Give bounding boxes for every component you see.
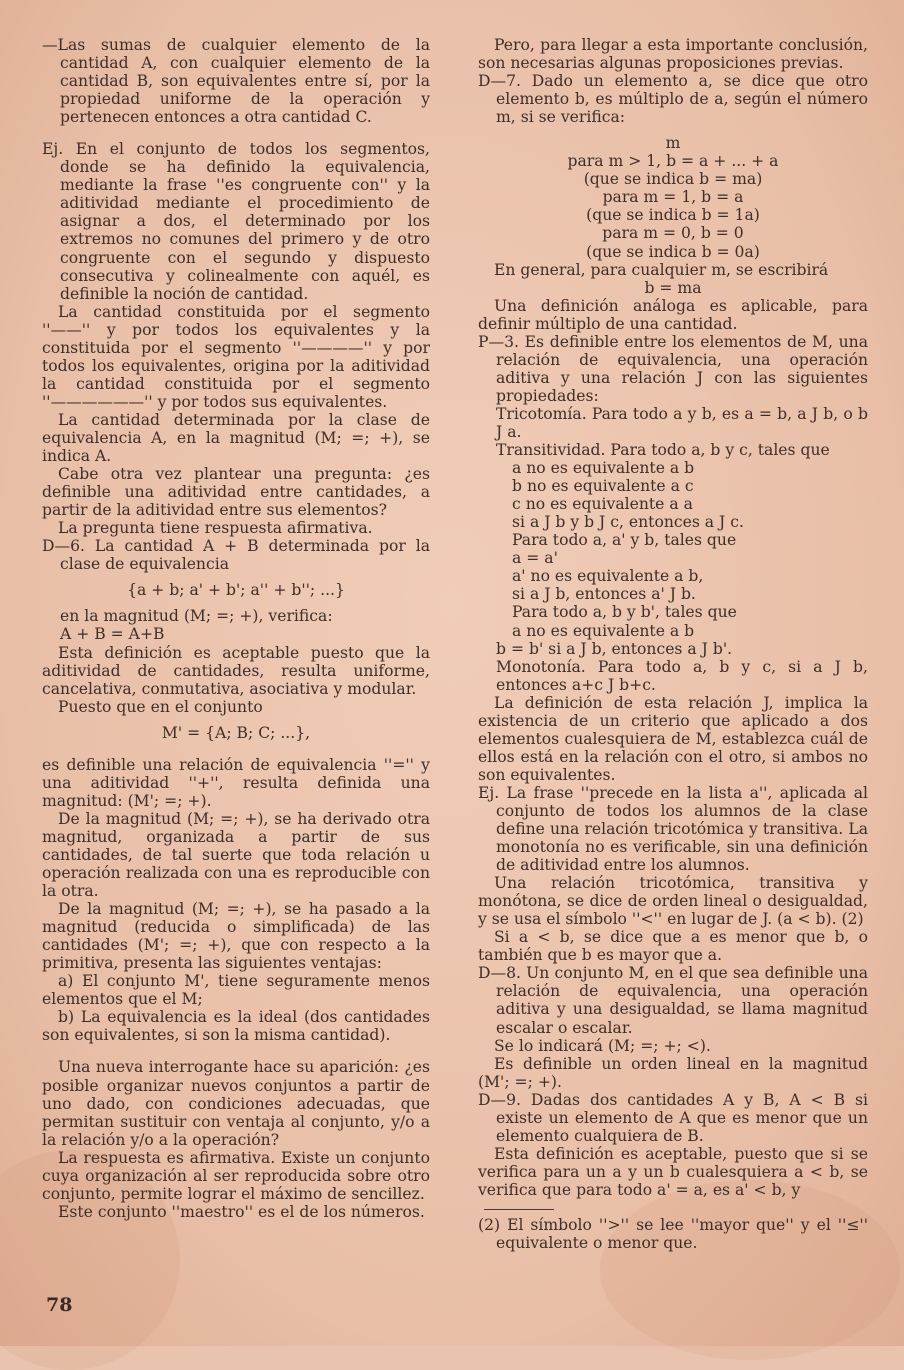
footnote-rule — [484, 1209, 554, 1210]
formula-line: para m > 1, b = a + ... + a — [567, 152, 779, 171]
paragraph: en la magnitud (M; =; +), verifica: — [60, 607, 333, 626]
formula-line: (que se indica b = 0a) — [586, 242, 760, 261]
paragraph: c no es equivalente a a — [512, 495, 693, 514]
paragraph: a no es equivalente a b — [512, 459, 695, 478]
paragraph: Puesto que en el conjunto — [58, 697, 263, 716]
spacer — [42, 716, 430, 724]
paragraph: D—8. Un conjunto M, en el que sea definible una relación de equivalencia, una operación aditiva y una desigualdad, se llama magnitud escalar o escalar. — [478, 964, 868, 1037]
paragraph: La definición de esta relación J, implica la existencia de un criterio que aplicado a dos elementos cualesquiera de M, establezca cuál de ellos está en la relación con el otro, si ambos no son equivalentes. — [478, 693, 868, 784]
paragraph: Si a < b, se dice que a es menor que b, o también que b es mayor que a. — [478, 928, 868, 965]
paragraph: Una nueva interrogante hace su aparición: ¿es posible organizar nuevos conjuntos a partir de uno dado, con condiciones adecuadas, que permitan sustituir con ventaja al conjunto, y/o a la relación y/o a la operación? — [42, 1058, 430, 1149]
paragraph: De la magnitud (M; =; +), se ha pasado a la magnitud (reducida o simplificada) de las cantidades (M'; =; +), que con respecto a la primitiva, presenta las siguientes ventajas: — [42, 900, 430, 973]
paragraph: es definible una relación de equivalencia ''='' y una aditividad ''+'', resulta definida una magnitud: (M'; =; +). — [42, 755, 430, 810]
paragraph: b no es equivalente a c — [512, 477, 694, 496]
page-number: 78 — [46, 1294, 73, 1316]
right-column — [478, 36, 868, 1252]
paragraph: De la magnitud (M; =; +), se ha derivado otra magnitud, organizada a partir de sus cantidades, de tal suerte que toda relación u operación realizada con una es reproducible con la otra. — [42, 809, 430, 901]
formula-line: (que se indica b = ma) — [583, 170, 763, 189]
paragraph: b) La equivalencia es la ideal (dos cantidades son equivalentes, si son la misma cantidad). — [42, 1008, 430, 1045]
spacer — [42, 126, 430, 140]
formula-line: M' = {A; B; C; ...}, — [161, 723, 311, 742]
paragraph: La cantidad determinada por la clase de equivalencia A, en la magnitud (M; =; +), se indica A. — [42, 410, 430, 466]
paragraph: D—9. Dadas dos cantidades A y B, A < B si existe un elemento de A que es menor que un elemento cualquiera de B. — [478, 1090, 868, 1145]
paragraph: Es definible un orden lineal en la magnitud (M'; =; +). — [478, 1054, 868, 1091]
paragraph: Para todo a, b y b', tales que — [512, 603, 737, 622]
footnote: (2) El símbolo ''>'' se lee ''mayor que'' y el ''≤'' equivalente o menor que. — [478, 1216, 868, 1253]
paragraph: En general, para cualquier m, se escribirá — [494, 260, 829, 279]
paragraph: Monotonía. Para todo a, b y c, si a J b, entonces a+c J b+c. — [496, 657, 868, 694]
paragraph: b = b' si a J b, entonces a J b'. — [496, 639, 733, 658]
formula-line: para m = 1, b = a — [602, 188, 744, 207]
paragraph: La pregunta tiene respuesta afirmativa. — [58, 519, 373, 538]
spacer — [42, 599, 430, 607]
paragraph: Cabe otra vez plantear una pregunta: ¿es definible una aditividad entre cantidades, a partir de la aditividad entre sus elementos? — [42, 465, 430, 520]
paragraph: Esta definición es aceptable puesto que la aditividad de cantidades, resulta uniforme, cancelativa, conmutativa, asociativa y modular. — [42, 643, 430, 698]
paragraph: Pero, para llegar a esta importante conclusión, son necesarias algunas proposiciones previas. — [478, 36, 868, 73]
paragraph: Tricotomía. Para todo a y b, es a = b, a J b, o b J a. — [496, 404, 868, 441]
paragraph: a no es equivalente a b — [512, 621, 695, 640]
paragraph: a = a' — [512, 549, 558, 568]
paragraph: Se lo indicará (M; =; +; <). — [494, 1036, 711, 1055]
spacer — [42, 1044, 430, 1058]
paragraph: a) El conjunto M', tiene seguramente menos elementos que el M; — [42, 972, 430, 1009]
paragraph: D—6. La cantidad A + B determinada por la clase de equivalencia — [42, 537, 430, 574]
spacer — [478, 126, 868, 134]
left-column — [42, 36, 430, 1221]
paragraph: Transitividad. Para todo a, b y c, tales que — [496, 441, 830, 460]
spacer — [42, 742, 430, 756]
formula-line: b = ma — [644, 278, 702, 297]
spacer — [42, 573, 430, 581]
paragraph: P—3. Es definible entre los elementos de M, una relación de equivalencia, una operación aditiva y una relación J con las siguientes propiedades: — [478, 332, 868, 405]
paragraph: —Las sumas de cualquier elemento de la cantidad A, con cualquier elemento de la cantidad B, son equivalentes entre sí, por la propiedad uniforme de la operación y pertenecen entonces a otra cantidad C. — [42, 36, 430, 127]
formula-line: m — [665, 134, 681, 153]
formula-line: (que se indica b = 1a) — [586, 206, 760, 225]
paragraph: Para todo a, a' y b, tales que — [512, 531, 737, 550]
paragraph: La cantidad constituida por el segmento ''——'' y por todos los equivalentes y la constituida por el segmento ''————'' y por todos los equivalentes, origina por la aditividad la cantidad constituida por el segmento ''——————'' y por todos sus equivalentes. — [42, 302, 430, 411]
paragraph: a' no es equivalente a b, — [512, 567, 704, 586]
paragraph: Este conjunto ''maestro'' es el de los números. — [58, 1202, 425, 1221]
paragraph: si a J b y b J c, entonces a J c. — [512, 513, 744, 532]
paragraph: La respuesta es afirmativa. Existe un conjunto cuya organización al ser reproducida sobre otro conjunto, permite lograr el máximo de sencillez. — [42, 1148, 430, 1203]
paragraph: Una definición análoga es aplicable, para definir múltiplo de una cantidad. — [478, 296, 868, 333]
paragraph: Esta definición es aceptable, puesto que si se verifica para un a y un b cualesquiera a < b, se verifica que para todo a' = a, es a' < b, y — [478, 1144, 868, 1199]
paragraph: Ej. La frase ''precede en la lista a'', aplicada al conjunto de todos los alumnos de la clase define una relación tricotómica y transitiva. La monotonía no es verificable, sin una definición de aditividad entre los alumnos. — [478, 783, 868, 875]
formula-line: para m = 0, b = 0 — [602, 224, 744, 243]
paragraph: si a J b, entonces a' J b. — [512, 585, 696, 604]
formula-line: {a + b; a' + b'; a'' + b''; ...} — [127, 581, 345, 600]
paragraph: Una relación tricotómica, transitiva y monótona, se dice de orden lineal o desigualdad, y se usa el símbolo ''<'' en lugar de J. (a < b). (2) — [478, 874, 868, 929]
paragraph: D—7. Dado un elemento a, se dice que otro elemento b, es múltiplo de a, según el número m, si se verifica: — [478, 72, 868, 127]
paragraph: A + B = A+B — [60, 625, 165, 644]
paragraph: Ej. En el conjunto de todos los segmentos, donde se ha definido la equivalencia, mediante la frase ''es congruente con'' y la aditividad mediante el procedimiento de asignar a dos, el determinado por los extremos no comunes del primero y de otro congruente con el segundo y dispuesto consecutiva y colinealmente con aquél, es definible la noción de cantidad. — [42, 140, 430, 303]
